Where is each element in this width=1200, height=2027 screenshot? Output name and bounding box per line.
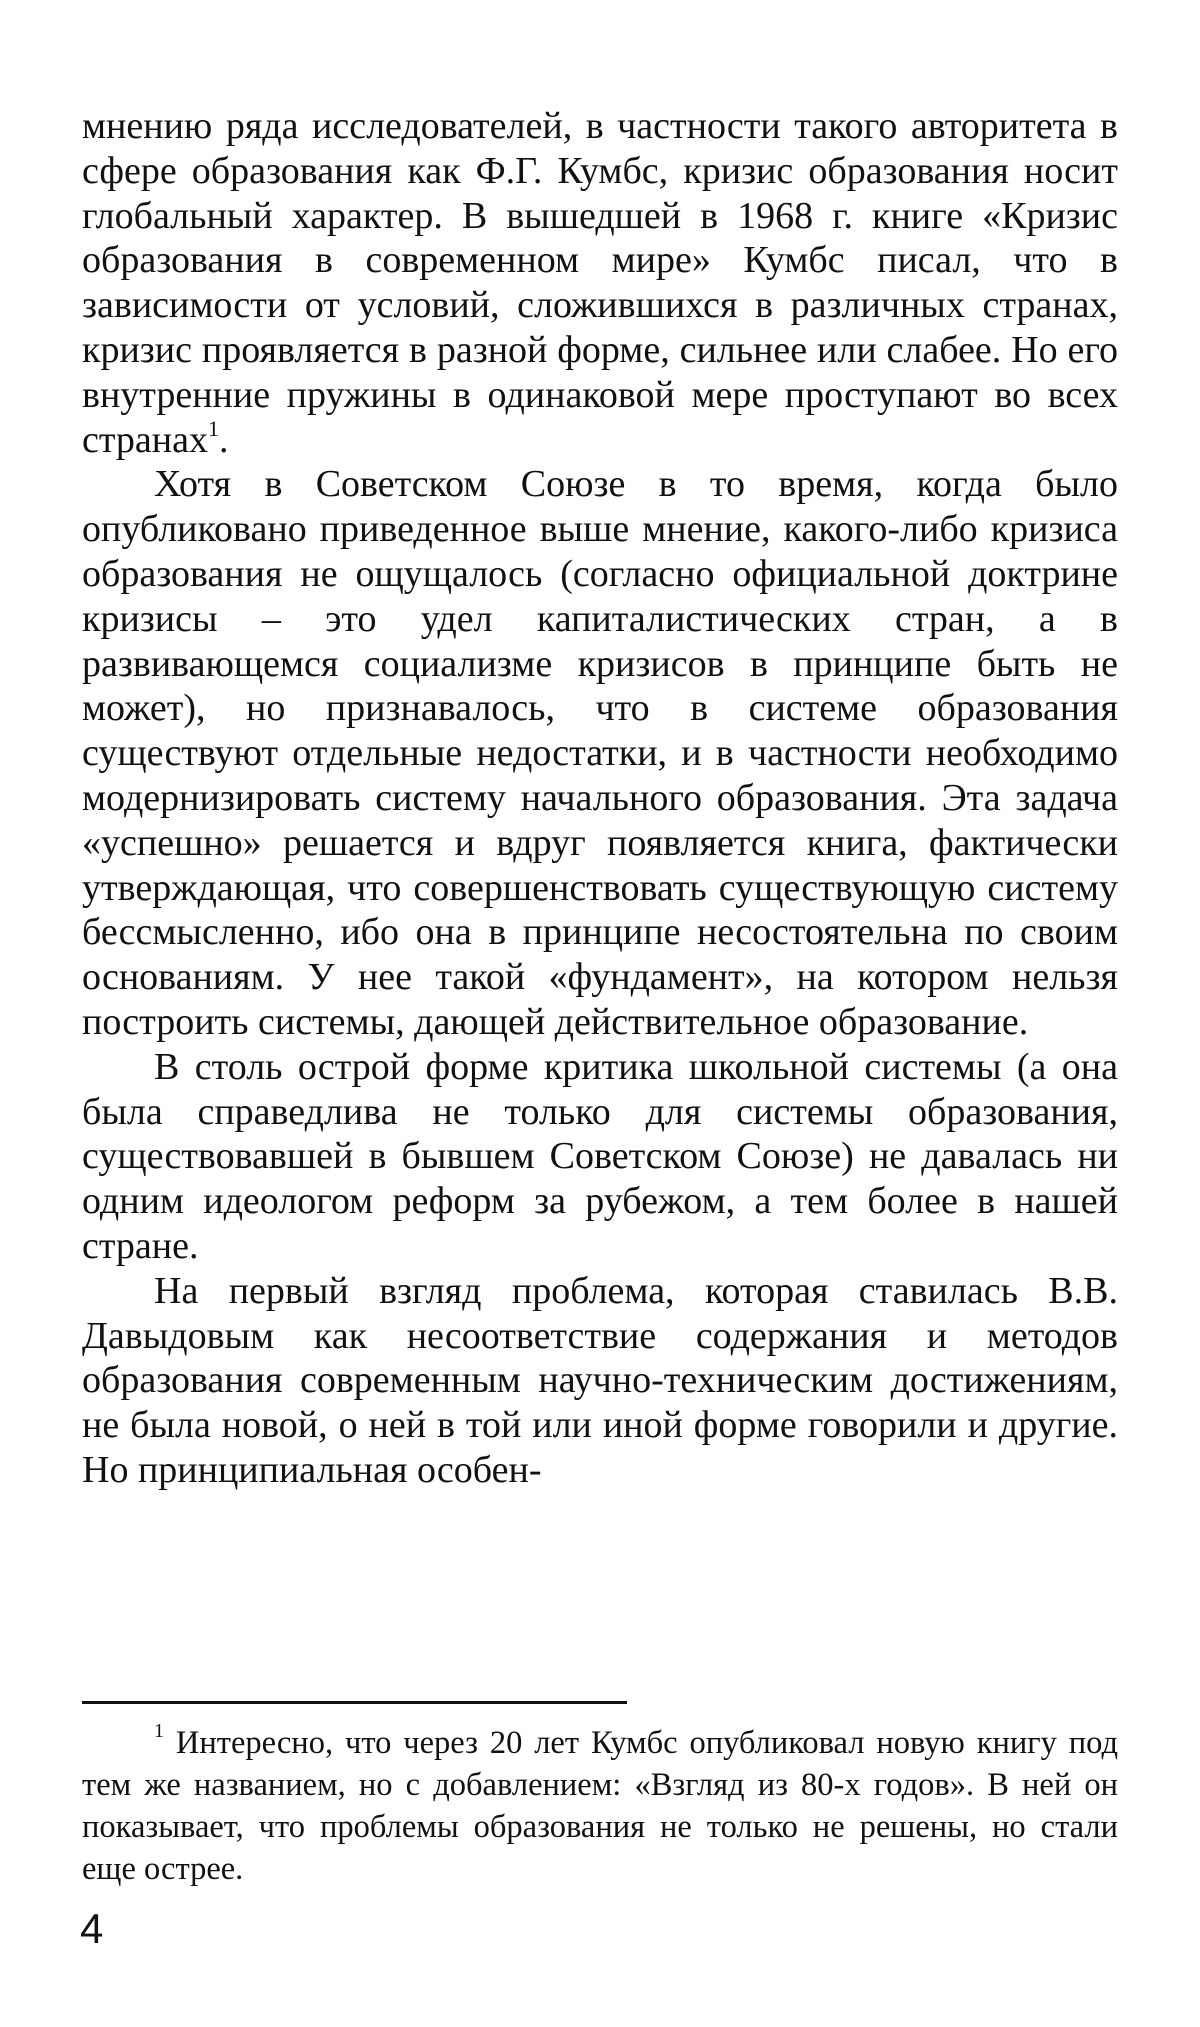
- footnote-reference[interactable]: 1: [208, 415, 220, 441]
- footnote-text: Интересно, что через 20 лет Кумбс опубликовал новую книгу под тем же названием, но с добавлением: «Взгляд из 80-х годов». В ней он показывает, что проблемы образования не только не решены, но стали еще острее.: [82, 1725, 1118, 1887]
- footnote-marker: 1: [154, 1720, 164, 1743]
- paragraph-1: [82, 104, 1118, 462]
- footnote: [82, 1722, 1118, 1890]
- paragraph-2: Хотя в Советском Союзе в то время, когда было опубликовано приведенное выше мнение, какого-либо кризиса образования не ощущалось (согласно официальной доктрине кризисы – это удел капиталистических стран, а в развивающемся социализме кризисов в принципе быть не может), но признавалось, что в системе образования существуют отдельные недостатки, и в частности необходимо модернизировать систему начального образования. Эта задача «успешно» решается и вдруг появляется книга, фактически утверждающая, что совершенствовать существующую систему бессмысленно, ибо она в принципе несостоятельна по своим основаниям. У нее такой «фундамент», на котором нельзя построить системы, дающей действительное образование.: [82, 463, 1118, 1043]
- page-body: [82, 104, 1118, 1493]
- paragraph-1-tail: .: [219, 418, 229, 461]
- paragraph-4: На первый взгляд проблема, которая ставилась В.В. Давыдовым как несоответствие содержания и методов образования современным научно-техническим достижениям, не была новой, о ней в той или иной форме говорили и другие. Но принципиальная особен-: [82, 1269, 1118, 1491]
- page-number: 4: [80, 1905, 104, 1952]
- paragraph-1-text: мнению ряда исследователей, в частности такого авторитета в сфере образования как Ф.Г. Кумбс, кризис образования носит глобальный характер. В вышедшей в 1968 г. книге «Кризис образования в современном мире» Кумбс писал, что в зависимости от условий, сложившихся в различных странах, кризис проявляется в разной форме, сильнее или слабее. Но его внутренние пружины в одинаковой мере проступают во всех странах: [82, 105, 1118, 461]
- paragraph-3: В столь острой форме критика школьной системы (а она была справедлива не только для системы образования, существовавшей в бывшем Советском Союзе) не давалась ни одним идеологом реформ за рубежом, а тем более в нашей стране.: [82, 1045, 1118, 1267]
- footnote-divider: [82, 1701, 627, 1704]
